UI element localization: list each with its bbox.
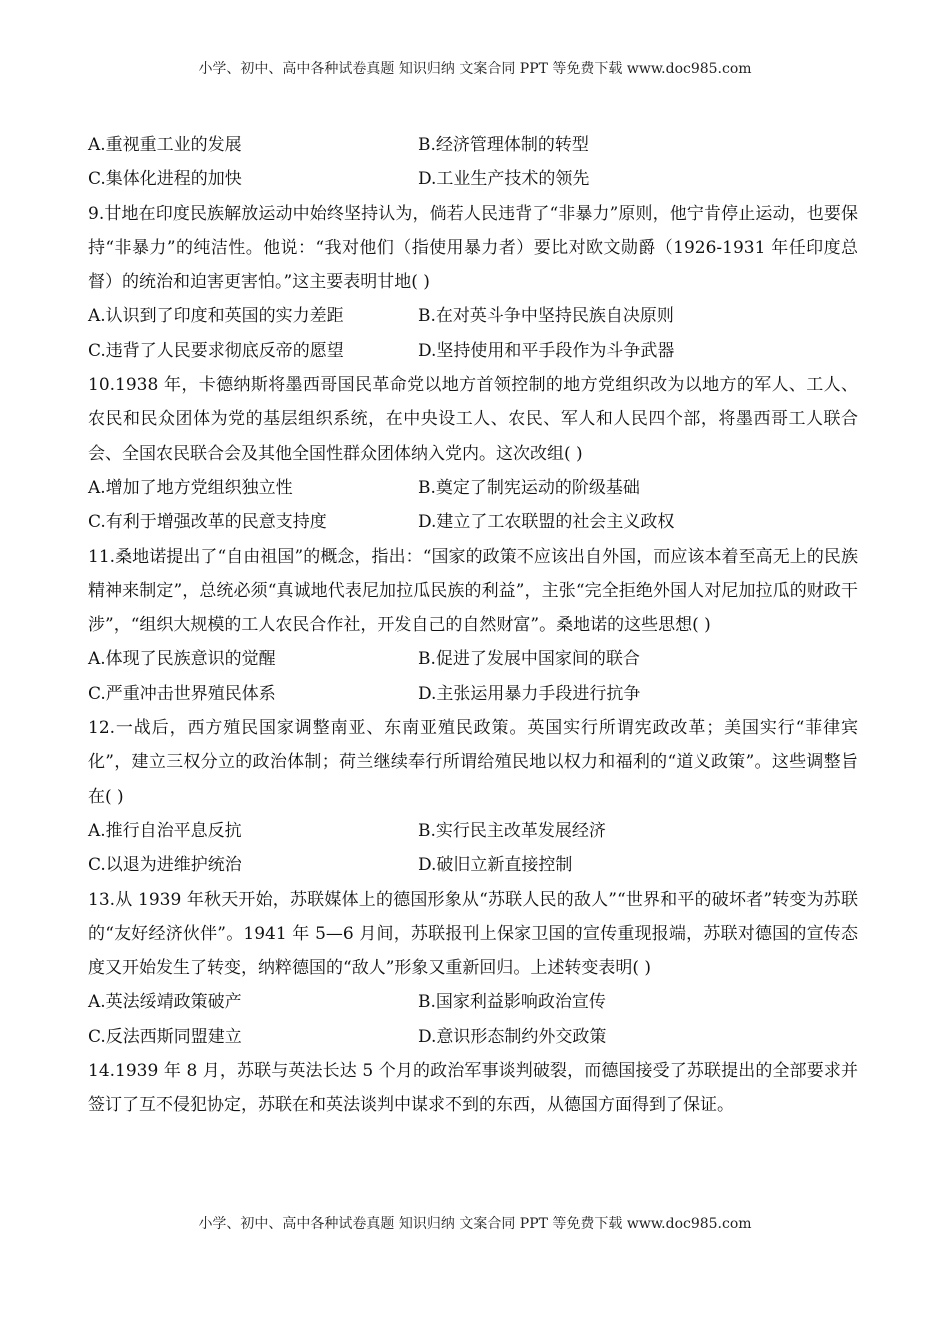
question-14-stem: 14.1939 年 8 月，苏联与英法长达 5 个月的政治军事谈判破裂，而德国接受了苏联提出的全部要求并签订了互不侵犯协定，苏联在和英法谈判中谋求不到的东西，从德国方面得到了保证。 xyxy=(88,1061,858,1116)
q11-options-row-1 xyxy=(88,642,858,676)
prev-options-row-2 xyxy=(88,162,858,196)
q9-option-d: D.坚持使用和平手段作为斗争武器 xyxy=(418,340,675,361)
prev-option-c: C.集体化进程的加快 xyxy=(88,169,242,190)
question-10-stem: 10.1938 年，卡德纳斯将墨西哥国民革命党以地方首领控制的地方党组织改为以地方的军人、工人、农民和民众团体为党的基层组织系统，在中央设工人、农民、军人和人民四个部，将墨西哥工人联合会、全国农民联合会及其他全国性群众团体纳入党内。这次改组( ) xyxy=(88,375,858,464)
q12-options-row-2 xyxy=(88,848,858,882)
q10-option-c: C.有利于增强改革的民意支持度 xyxy=(88,512,327,533)
q12-option-d: D.破旧立新直接控制 xyxy=(418,855,573,876)
q13-option-a: A.英法绥靖政策破产 xyxy=(88,992,242,1013)
prev-options-row-1 xyxy=(88,128,858,162)
q13-option-b: B.国家利益影响政治宣传 xyxy=(418,992,606,1013)
q9-option-c: C.违背了人民要求彻底反帝的愿望 xyxy=(88,340,344,361)
q11-option-c: C.严重冲击世界殖民体系 xyxy=(88,683,276,704)
q10-option-d: D.建立了工农联盟的社会主义政权 xyxy=(418,512,675,533)
q10-options-row-2 xyxy=(88,505,858,539)
question-9-stem: 9.甘地在印度民族解放运动中始终坚持认为，倘若人民违背了“非暴力”原则，他宁肯停止运动，也要保持“非暴力”的纯洁性。他说：“我对他们（指使用暴力者）要比对欧文勋爵（1926-1931 年任印度总督）的统治和迫害更害怕。”这主要表明甘地( ) xyxy=(88,203,858,293)
q12-options-row-1 xyxy=(88,814,858,848)
prev-option-a: A.重视重工业的发展 xyxy=(88,135,242,155)
q11-options-row-2 xyxy=(88,677,858,711)
q11-option-b: B.促进了发展中国家间的联合 xyxy=(418,649,640,670)
q9-options-row-1 xyxy=(88,299,858,333)
page-header: 小学、初中、高中各种试卷真题 知识归纳 文案合同 PPT 等免费下载 www.doc985.com xyxy=(198,61,752,77)
q9-options-row-2 xyxy=(88,334,858,368)
q10-option-b: B.奠定了制宪运动的阶级基础 xyxy=(418,477,640,498)
q13-option-c: C.反法西斯同盟建立 xyxy=(88,1026,242,1047)
q11-option-a: A.体现了民族意识的觉醒 xyxy=(88,649,276,670)
page-footer: 小学、初中、高中各种试卷真题 知识归纳 文案合同 PPT 等免费下载 www.doc985.com xyxy=(198,1216,752,1232)
q10-options-row-1 xyxy=(88,471,858,505)
q10-option-a: A.增加了地方党组织独立性 xyxy=(88,477,293,498)
q12-option-b: B.实行民主改革发展经济 xyxy=(418,820,606,841)
prev-option-d: D.工业生产技术的领先 xyxy=(418,169,590,190)
question-11-stem: 11.桑地诺提出了“自由祖国”的概念，指出：“国家的政策不应该出自外国，而应该本着至高无上的民族精神来制定”，总统必须“真诚地代表尼加拉瓜民族的利益”，主张“完全拒绝外国人对尼加拉瓜的财政干涉”，“组织大规模的工人农民合作社，开发自己的自然财富”。桑地诺的这些思想( ) xyxy=(88,546,858,636)
prev-option-b: B.经济管理体制的转型 xyxy=(418,135,589,155)
question-13-stem: 13.从 1939 年秋天开始，苏联媒体上的德国形象从“苏联人民的敌人”“世界和平的破坏者”转变为苏联的“友好经济伙伴”。1941 年 5—6 月间，苏联报刊上保家卫国的宣传重现报端，苏联对德国的宣传态度又开始发生了转变，纳粹德国的“敌人”形象又重新回归。上述转变表明( ) xyxy=(88,889,858,979)
q12-option-c: C.以退为进维护统治 xyxy=(88,855,242,876)
q13-options-row-2 xyxy=(88,1020,858,1054)
q11-option-d: D.主张运用暴力手段进行抗争 xyxy=(418,683,641,704)
q13-options-row-1 xyxy=(88,985,858,1019)
q13-option-d: D.意识形态制约外交政策 xyxy=(418,1026,607,1047)
question-content xyxy=(88,128,858,1123)
q9-option-b: B.在对英斗争中坚持民族自决原则 xyxy=(418,306,674,327)
q12-option-a: A.推行自治平息反抗 xyxy=(88,820,242,841)
question-12-stem: 12.一战后，西方殖民国家调整南亚、东南亚殖民政策。英国实行所谓宪政改革；美国实行“菲律宾化”，建立三权分立的政治体制；荷兰继续奉行所谓给殖民地以权力和福利的“道义政策”。这些调整旨在( ) xyxy=(88,718,858,807)
q9-option-a: A.认识到了印度和英国的实力差距 xyxy=(88,306,344,327)
